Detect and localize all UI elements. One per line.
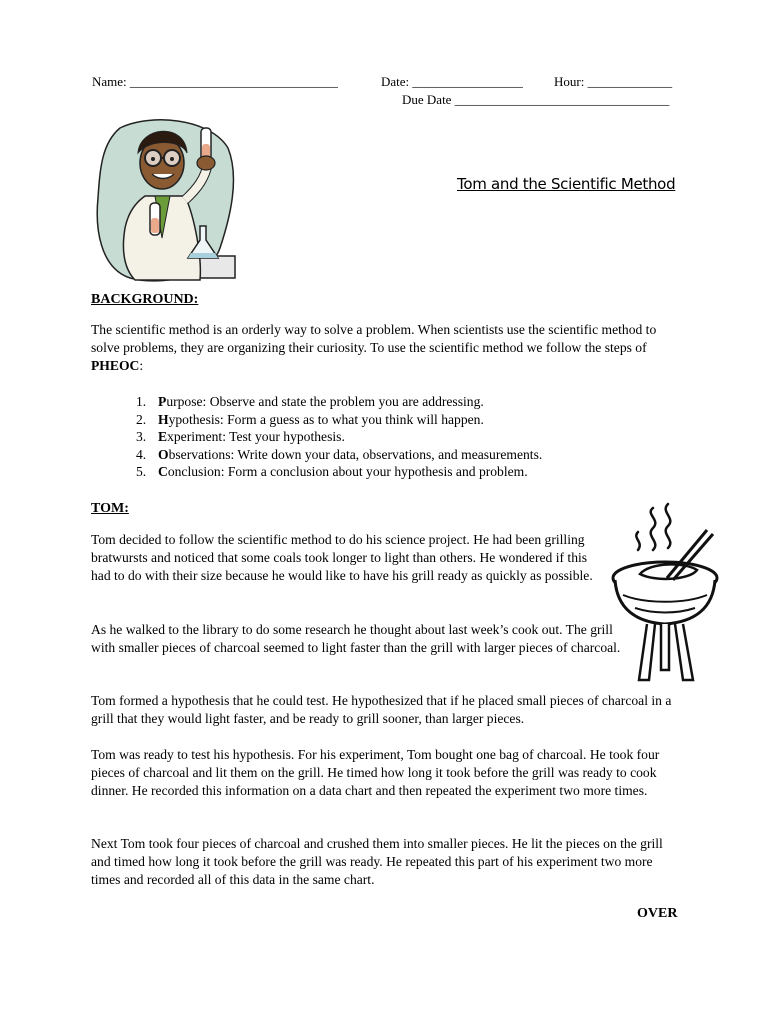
step-letter: O bbox=[158, 446, 169, 462]
page-title: Tom and the Scientific Method bbox=[457, 175, 676, 193]
step-number: 2. bbox=[136, 411, 147, 427]
date-label: Date: bbox=[381, 74, 410, 89]
list-item bbox=[136, 463, 676, 481]
tom-paragraph-1: Tom decided to follow the scientific method to do his science project. He had been grilling bratwursts and noticed that some coals took longer to light than others. He wondered if this had to do with their size because he would like to have his grill ready as quickly as possible. bbox=[91, 532, 593, 583]
hour-blank: _____________ bbox=[587, 74, 673, 89]
background-heading: BACKGROUND: bbox=[91, 292, 199, 307]
step-letter: P bbox=[158, 394, 167, 409]
name-field bbox=[92, 74, 338, 90]
pheoc-steps-list bbox=[136, 393, 676, 481]
hour-field bbox=[554, 74, 672, 90]
step-letter: E bbox=[158, 429, 168, 444]
scientist-icon bbox=[90, 108, 240, 288]
date-field bbox=[381, 74, 523, 90]
over-label: OVER bbox=[637, 906, 678, 921]
step-text: xperiment: Test your hypothesis. bbox=[167, 429, 345, 444]
step-number: 1. bbox=[136, 394, 147, 409]
tom-paragraph-3: Tom formed a hypothesis that he could test. He hypothesized that if he placed small pieces of charcoal in a grill that they would light faster, and be ready to grill sooner, than larger pieces. bbox=[91, 693, 672, 726]
due-date-label: Due Date bbox=[402, 92, 452, 107]
list-item bbox=[136, 393, 676, 411]
list-item bbox=[136, 446, 676, 464]
pheoc-acronym: PHEOC bbox=[91, 358, 140, 373]
tom-paragraph-4: Tom was ready to test his hypothesis. For his experiment, Tom bought one bag of charcoal. He took four pieces of charcoal and lit them on the grill. He timed how long it took before the grill was ready to cook dinner. He recorded this information on a data chart and then repeated the experiment two more times. bbox=[91, 747, 660, 798]
hour-label: Hour: bbox=[554, 74, 585, 89]
date-blank: _________________ bbox=[412, 74, 523, 89]
name-blank: ________________________________ bbox=[129, 74, 338, 89]
list-item bbox=[136, 411, 676, 429]
step-number: 5. bbox=[136, 464, 147, 479]
tom-heading: TOM: bbox=[91, 501, 129, 516]
list-item bbox=[136, 428, 676, 446]
step-text: bservations: Write down your data, observations, and measurements. bbox=[168, 446, 543, 462]
due-date-field bbox=[402, 92, 669, 108]
grill-icon bbox=[605, 500, 725, 685]
step-number: 3. bbox=[136, 429, 147, 444]
background-intro-end: : bbox=[139, 358, 144, 373]
tom-paragraph-5: Next Tom took four pieces of charcoal and crushed them into smaller pieces. He lit the pieces on the grill and timed how long it took before the grill was ready. He repeated this part of his experiment two more times and recorded all of this data in the same chart. bbox=[91, 836, 663, 887]
step-number: 4. bbox=[136, 446, 147, 462]
step-letter: C bbox=[158, 464, 168, 479]
step-letter: H bbox=[158, 411, 169, 427]
background-paragraph bbox=[91, 321, 681, 375]
name-label: Name: bbox=[92, 74, 127, 89]
background-intro: The scientific method is an orderly way to solve a problem. When scientists use the scientific method to solve problems, they are organizing their curiosity. To use the scientific method we follow the steps of bbox=[91, 322, 657, 355]
step-text: urpose: Observe and state the problem you are addressing. bbox=[166, 394, 484, 409]
due-date-blank: _________________________________ bbox=[454, 92, 670, 107]
step-text: onclusion: Form a conclusion about your hypothesis and problem. bbox=[167, 464, 528, 479]
tom-paragraph-2: As he walked to the library to do some research he thought about last week’s cook out. The grill with smaller pieces of charcoal seemed to light faster than the grill with larger pieces of charcoal. bbox=[91, 622, 621, 655]
step-text: ypothesis: Form a guess as to what you think will happen. bbox=[168, 411, 484, 427]
